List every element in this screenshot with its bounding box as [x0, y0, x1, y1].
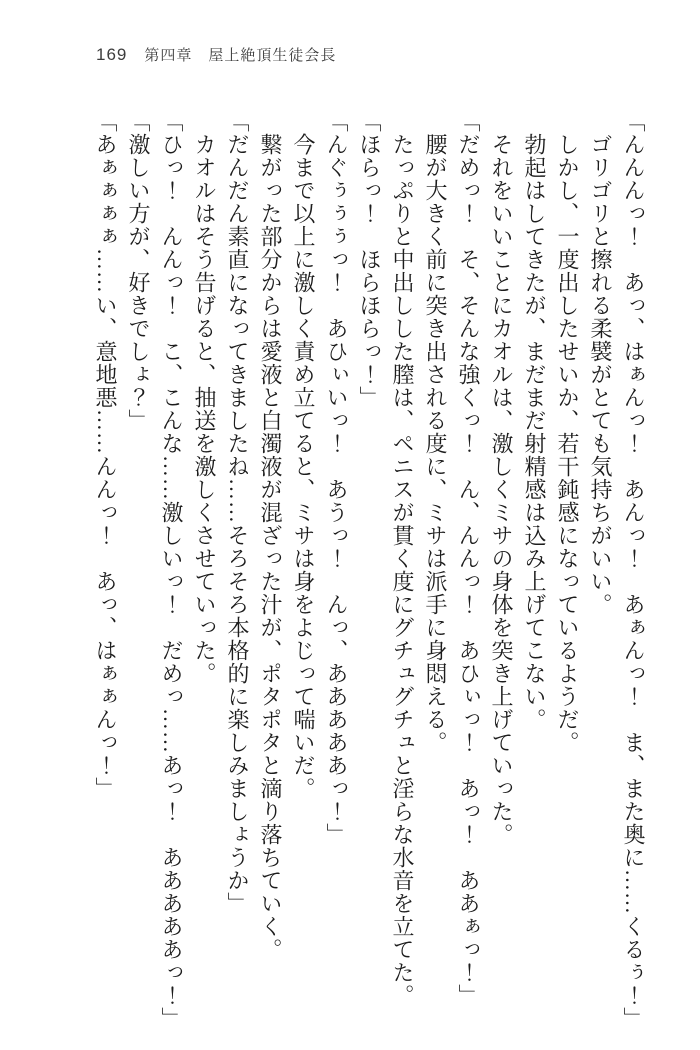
paragraph-dialogue: 「ほらっ！ ほらほらっ！」 — [357, 110, 382, 409]
paragraph-narration: 繋がった部分からは愛液と白濁液が混ざった汁が、ポタポタと滴り落ちていく。 — [258, 133, 283, 961]
chapter-title: 第四章 屋上絶頂生徒会長 — [144, 47, 337, 64]
paragraph-narration: たっぷりと中出しした膣は、ペニスが貫く度にグチュグチュと淫らな水音を立てた。 — [390, 133, 415, 1007]
paragraph-dialogue: 「ひっ！ んんっ！ こ、こんな……激しいっ！ だめっ……あっ！ あああああっ！」 — [159, 110, 184, 1030]
paragraph-narration: それをいいことにカオルは、激しくミサの身体を突き上げていった。 — [489, 133, 514, 846]
body-text-block — [89, 110, 650, 1030]
paragraph-dialogue: 「だめっ！ そ、そんな強くっ！ ん、んんっ！ あひぃっ！ あっ！ ああぁっ！」 — [456, 110, 481, 1007]
paragraph-dialogue: 「んぐぅぅぅっ！ あひぃいっ！ あうっ！ んっ、あああああっ！」 — [324, 110, 349, 846]
page-number: 169 — [96, 45, 128, 64]
paragraph-narration: しかし、一度出したせいか、若干鈍感になっているようだ。 — [555, 133, 580, 754]
paragraph-dialogue: 「んんんっ！ あっ、はぁんっ！ あんっ！ あぁんっ！ ま、また奥に……くるぅ！」 — [621, 110, 646, 1030]
paragraph-dialogue: 「あぁぁぁぁ……い、意地悪……んんっ！ あっ、はぁぁんっ！」 — [93, 110, 118, 800]
paragraph-narration: ゴリゴリと擦れる柔襞がとても気持ちがいい。 — [588, 133, 613, 616]
paragraph-dialogue: 「だんだん素直になってきましたね……そろそろ本格的に楽しみましょうか」 — [225, 110, 250, 915]
paragraph-narration: 腰が大きく前に突き出される度に、ミサは派手に身悶える。 — [423, 133, 448, 754]
running-head — [96, 44, 336, 65]
paragraph-dialogue: 「激しい方が、好きでしょ？」 — [126, 110, 151, 432]
paragraph-narration: カオルはそう告げると、抽送を激しくさせていった。 — [192, 133, 217, 685]
paragraph-narration: 勃起はしてきたが、まだまだ射精感は込み上げてこない。 — [522, 133, 547, 731]
paragraph-narration: 今まで以上に激しく責め立てると、ミサは身をよじって喘いだ。 — [291, 133, 316, 800]
